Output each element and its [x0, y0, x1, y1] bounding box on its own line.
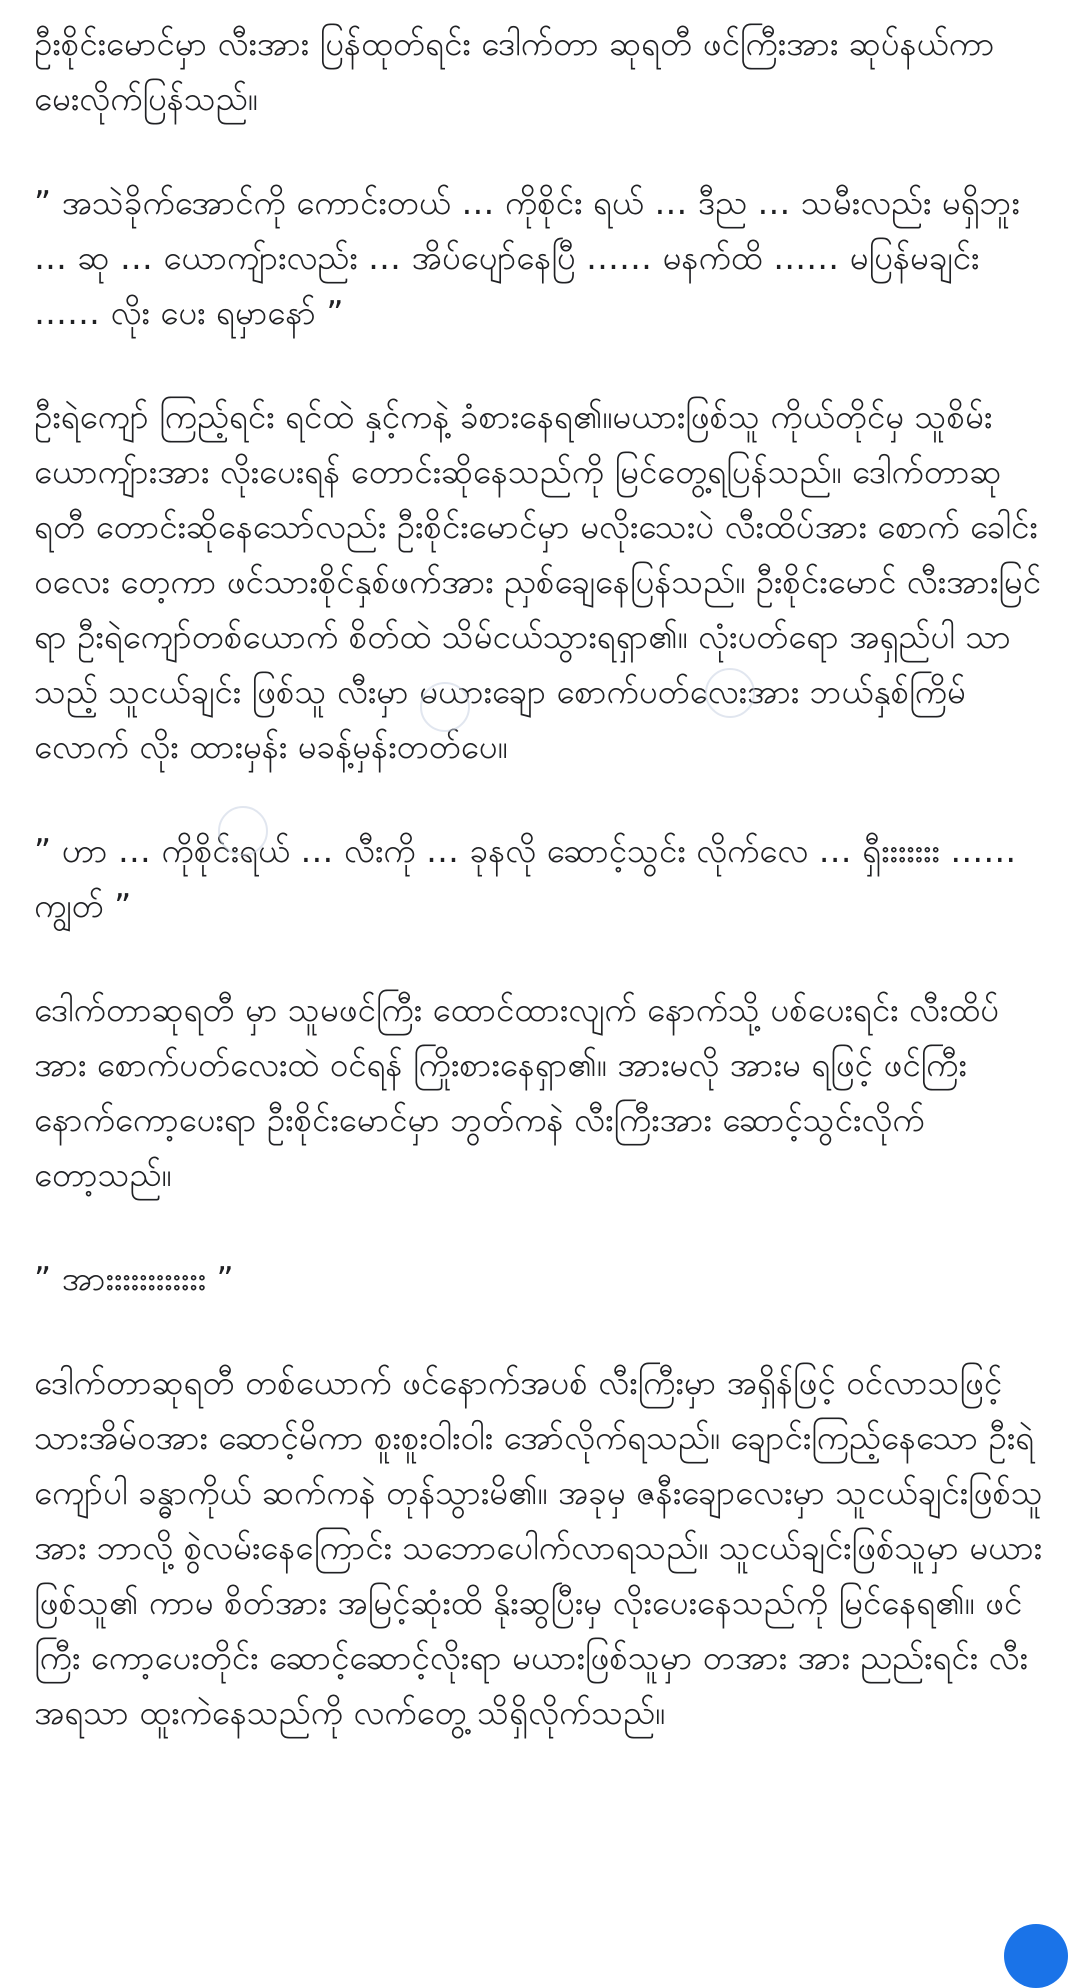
- article-body: [34, 16, 1046, 1789]
- paragraph-5: ဒေါက်တာဆုရတီ မှာ သူမဖင်ကြီး ထောင်ထားလျက် နောက်သို့ ပစ်ပေးရင်း လီးထိပ်အား စောက်ပတ်လေးထဲ ဝင်ရန် ကြိုးစားနေရှာ၏။ အားမလို အားမ ရဖြင့် ဖင်ကြီး နောက်ကော့ပေးရာ ဦးစိုင်းမောင်မှာ ဘွတ်ကနဲ လီးကြီးအား ဆောင့်သွင်းလိုက်တော့သည်။: [34, 990, 999, 1194]
- paragraph-7: ဒေါက်တာဆုရတီ တစ်ယောက် ဖင်နောက်အပစ် လီးကြီးမှာ အရှိန်ဖြင့် ဝင်လာသဖြင့် သားအိမ်ဝအား ဆောင့်မိကာ စူးစူးဝါးဝါး အော်လိုက်ရသည်။ ချောင်းကြည့်နေသော ဦးရဲကျော်ပါ ခန္ဓာကိုယ် ဆက်ကနဲ တုန်သွားမိ၏။ အခုမှ ဇနီးချောလေးမှာ သူငယ်ချင်းဖြစ်သူအား ဘာလို့ စွဲလမ်းနေကြောင်း သဘောပေါက်လာရသည်။ သူငယ်ချင်းဖြစ်သူမှာ မယားဖြစ်သူ၏ ကာမ စိတ်အား အမြင့်ဆုံးထိ နိုးဆွပြီးမှ လိုးပေးနေသည်ကို မြင်နေရ၏။ ဖင်ကြီး ကော့ပေးတိုင်း ဆောင့်ဆောင့်လိုးရာ မယားဖြစ်သူမှာ တအား အား ညည်းရင်း လီးအရသာ ထူးကဲနေသည်ကို လက်တွေ့ သိရှိလိုက်သည်။: [34, 1363, 1043, 1732]
- paragraph-4: ” ဟာ … ကိုစိုင်းရယ် … လီးကို … ခုနလို ဆောင့်သွင်း လိုက်လေ … ရှီးးးးးးး …… ကျွတ် ”: [34, 831, 1017, 925]
- paragraph-6: ” အားးးးးးးးးးးး ”: [34, 1259, 234, 1298]
- paragraph-3: ဦးရဲကျော် ကြည့်ရင်း ရင်ထဲ နှင့်ကနဲ့ ခံစားနေရ၏။မယားဖြစ်သူ ကိုယ်တိုင်မှ သူစိမ်းယောကျ်ားအား လိုးပေးရန် တောင်းဆိုနေသည်ကို မြင်တွေ့ရပြန်သည်။ ဒေါက်တာဆုရတီ တောင်းဆိုနေသော်လည်း ဦးစိုင်းမောင်မှာ မလိုးသေးပဲ လီးထိပ်အား စောက် ခေါင်းဝလေး တေ့ကာ ဖင်သားစိုင်နှစ်ဖက်အား ညှစ်ချေနေပြန်သည်။ ဦးစိုင်းမောင် လီးအားမြင်ရာ ဦးရဲကျော်တစ်ယောက် စိတ်ထဲ သိမ်ငယ်သွားရရှာ၏။ လုံးပတ်ရော အရှည်ပါ သာသည့် သူငယ်ချင်း ဖြစ်သူ လီးမှာ မယားချော စောက်ပတ်လေးအား ဘယ်နှစ်ကြိမ်လောက် လိုး ထားမှန်း မခန့်မှန်းတတ်ပေ။: [34, 397, 1041, 766]
- floating-action-button[interactable]: [1004, 1924, 1068, 1988]
- paragraph-1: ဦးစိုင်းမောင်မှာ လီးအား ပြန်ထုတ်ရင်း ဒေါက်တာ ဆုရတီ ဖင်ကြီးအား ဆုပ်နယ်ကာ မေးလိုက်ပြန်သည်။: [34, 24, 995, 118]
- paragraph-2: ” အသဲခိုက်အောင်ကို ကောင်းတယ် … ကိုစိုင်း ရယ် … ဒီည … သမီးလည်း မရှိဘူး … ဆု … ယောကျ်ားလည်း … အိပ်ပျော်နေပြီ …… မနက်ထိ …… မပြန်မချင်း …… လိုး ပေး ရမှာနော် ”: [34, 183, 1020, 332]
